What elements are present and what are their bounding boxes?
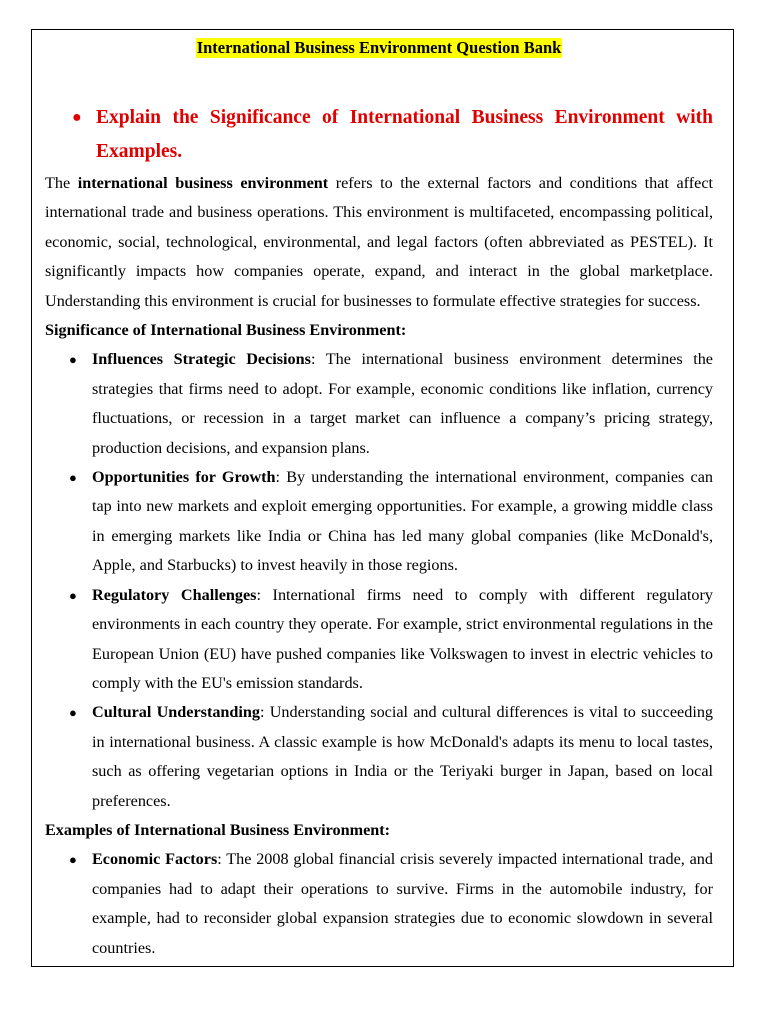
intro-term: international business environment bbox=[77, 174, 329, 192]
item-text: : The 2008 global financial crisis severely impacted international trade, and companies had to adapt their operations to survive. Firms in the automobile industry, for example, had to reconsider global expansion strategies due to economic slowdown in several countries. bbox=[92, 850, 713, 957]
bullet-icon: ● bbox=[69, 705, 77, 721]
intro-lead: The bbox=[45, 174, 78, 192]
significance-list bbox=[45, 345, 713, 816]
document-body bbox=[45, 38, 713, 963]
item-text: : Understanding social and cultural differences is vital to succeeding in international business. A classic example is how McDonald's adapts its menu to local tastes, such as offering vegetarian options in India or the Teriyaki burger in Japan, based on local preferences. bbox=[92, 703, 714, 810]
item-text: : The international business environment determines the strategies that firms need to adopt. For example, economic conditions like inflation, currency fluctuations, or recession in a target market can influence a company’s pricing strategy, production decisions, and expansion plans. bbox=[92, 350, 713, 457]
significance-heading: Significance of International Business Environment: bbox=[45, 321, 407, 340]
bullet-icon: ● bbox=[69, 470, 77, 486]
item-text: : International firms need to comply with different regulatory environments in each country they operate. For example, strict environmental regulations in the European Union (EU) have pushed companies like Volkswagen to invest in electric vehicles to comply with the EU's emission standards. bbox=[92, 585, 713, 692]
bullet-icon: ● bbox=[69, 352, 77, 368]
list-item bbox=[45, 463, 713, 581]
list-item bbox=[45, 345, 713, 463]
item-term: Cultural Understanding bbox=[92, 703, 261, 722]
item-term: Influences Strategic Decisions bbox=[92, 350, 311, 369]
intro-rest: refers to the external factors and conditions that affect international trade and business operations. This environment is multifaceted, encompassing political, economic, social, technological, environmental, and legal factors (often abbreviated as PESTEL). It significantly impacts how companies operate, expand, and interact in the global marketplace. Understanding this environment is crucial for businesses to formulate effective strategies for success. bbox=[45, 174, 714, 310]
list-item bbox=[45, 698, 713, 816]
item-term: Opportunities for Growth bbox=[92, 468, 276, 487]
item-term: Economic Factors bbox=[92, 850, 218, 869]
bullet-icon: ● bbox=[69, 852, 77, 868]
document-title: International Business Environment Question Bank bbox=[196, 38, 562, 57]
examples-heading: Examples of International Business Environment: bbox=[45, 820, 391, 839]
question-text: Explain the Significance of International Business Environment with Examples. bbox=[96, 107, 713, 162]
list-item bbox=[45, 581, 713, 699]
title-row bbox=[45, 38, 713, 68]
question-heading bbox=[45, 101, 713, 169]
examples-list bbox=[45, 845, 713, 963]
item-term: Regulatory Challenges bbox=[92, 585, 257, 604]
bullet-icon: ● bbox=[69, 587, 77, 603]
item-text: : By understanding the international environment, companies can tap into new markets and exploit emerging opportunities. For example, a growing middle class in emerging markets like India or China has led many global companies (like McDonald's, Apple, and Starbucks) to invest heavily in those regions. bbox=[92, 468, 713, 575]
list-item bbox=[45, 845, 713, 963]
bullet-icon: ● bbox=[72, 109, 82, 126]
intro-paragraph bbox=[45, 169, 713, 316]
